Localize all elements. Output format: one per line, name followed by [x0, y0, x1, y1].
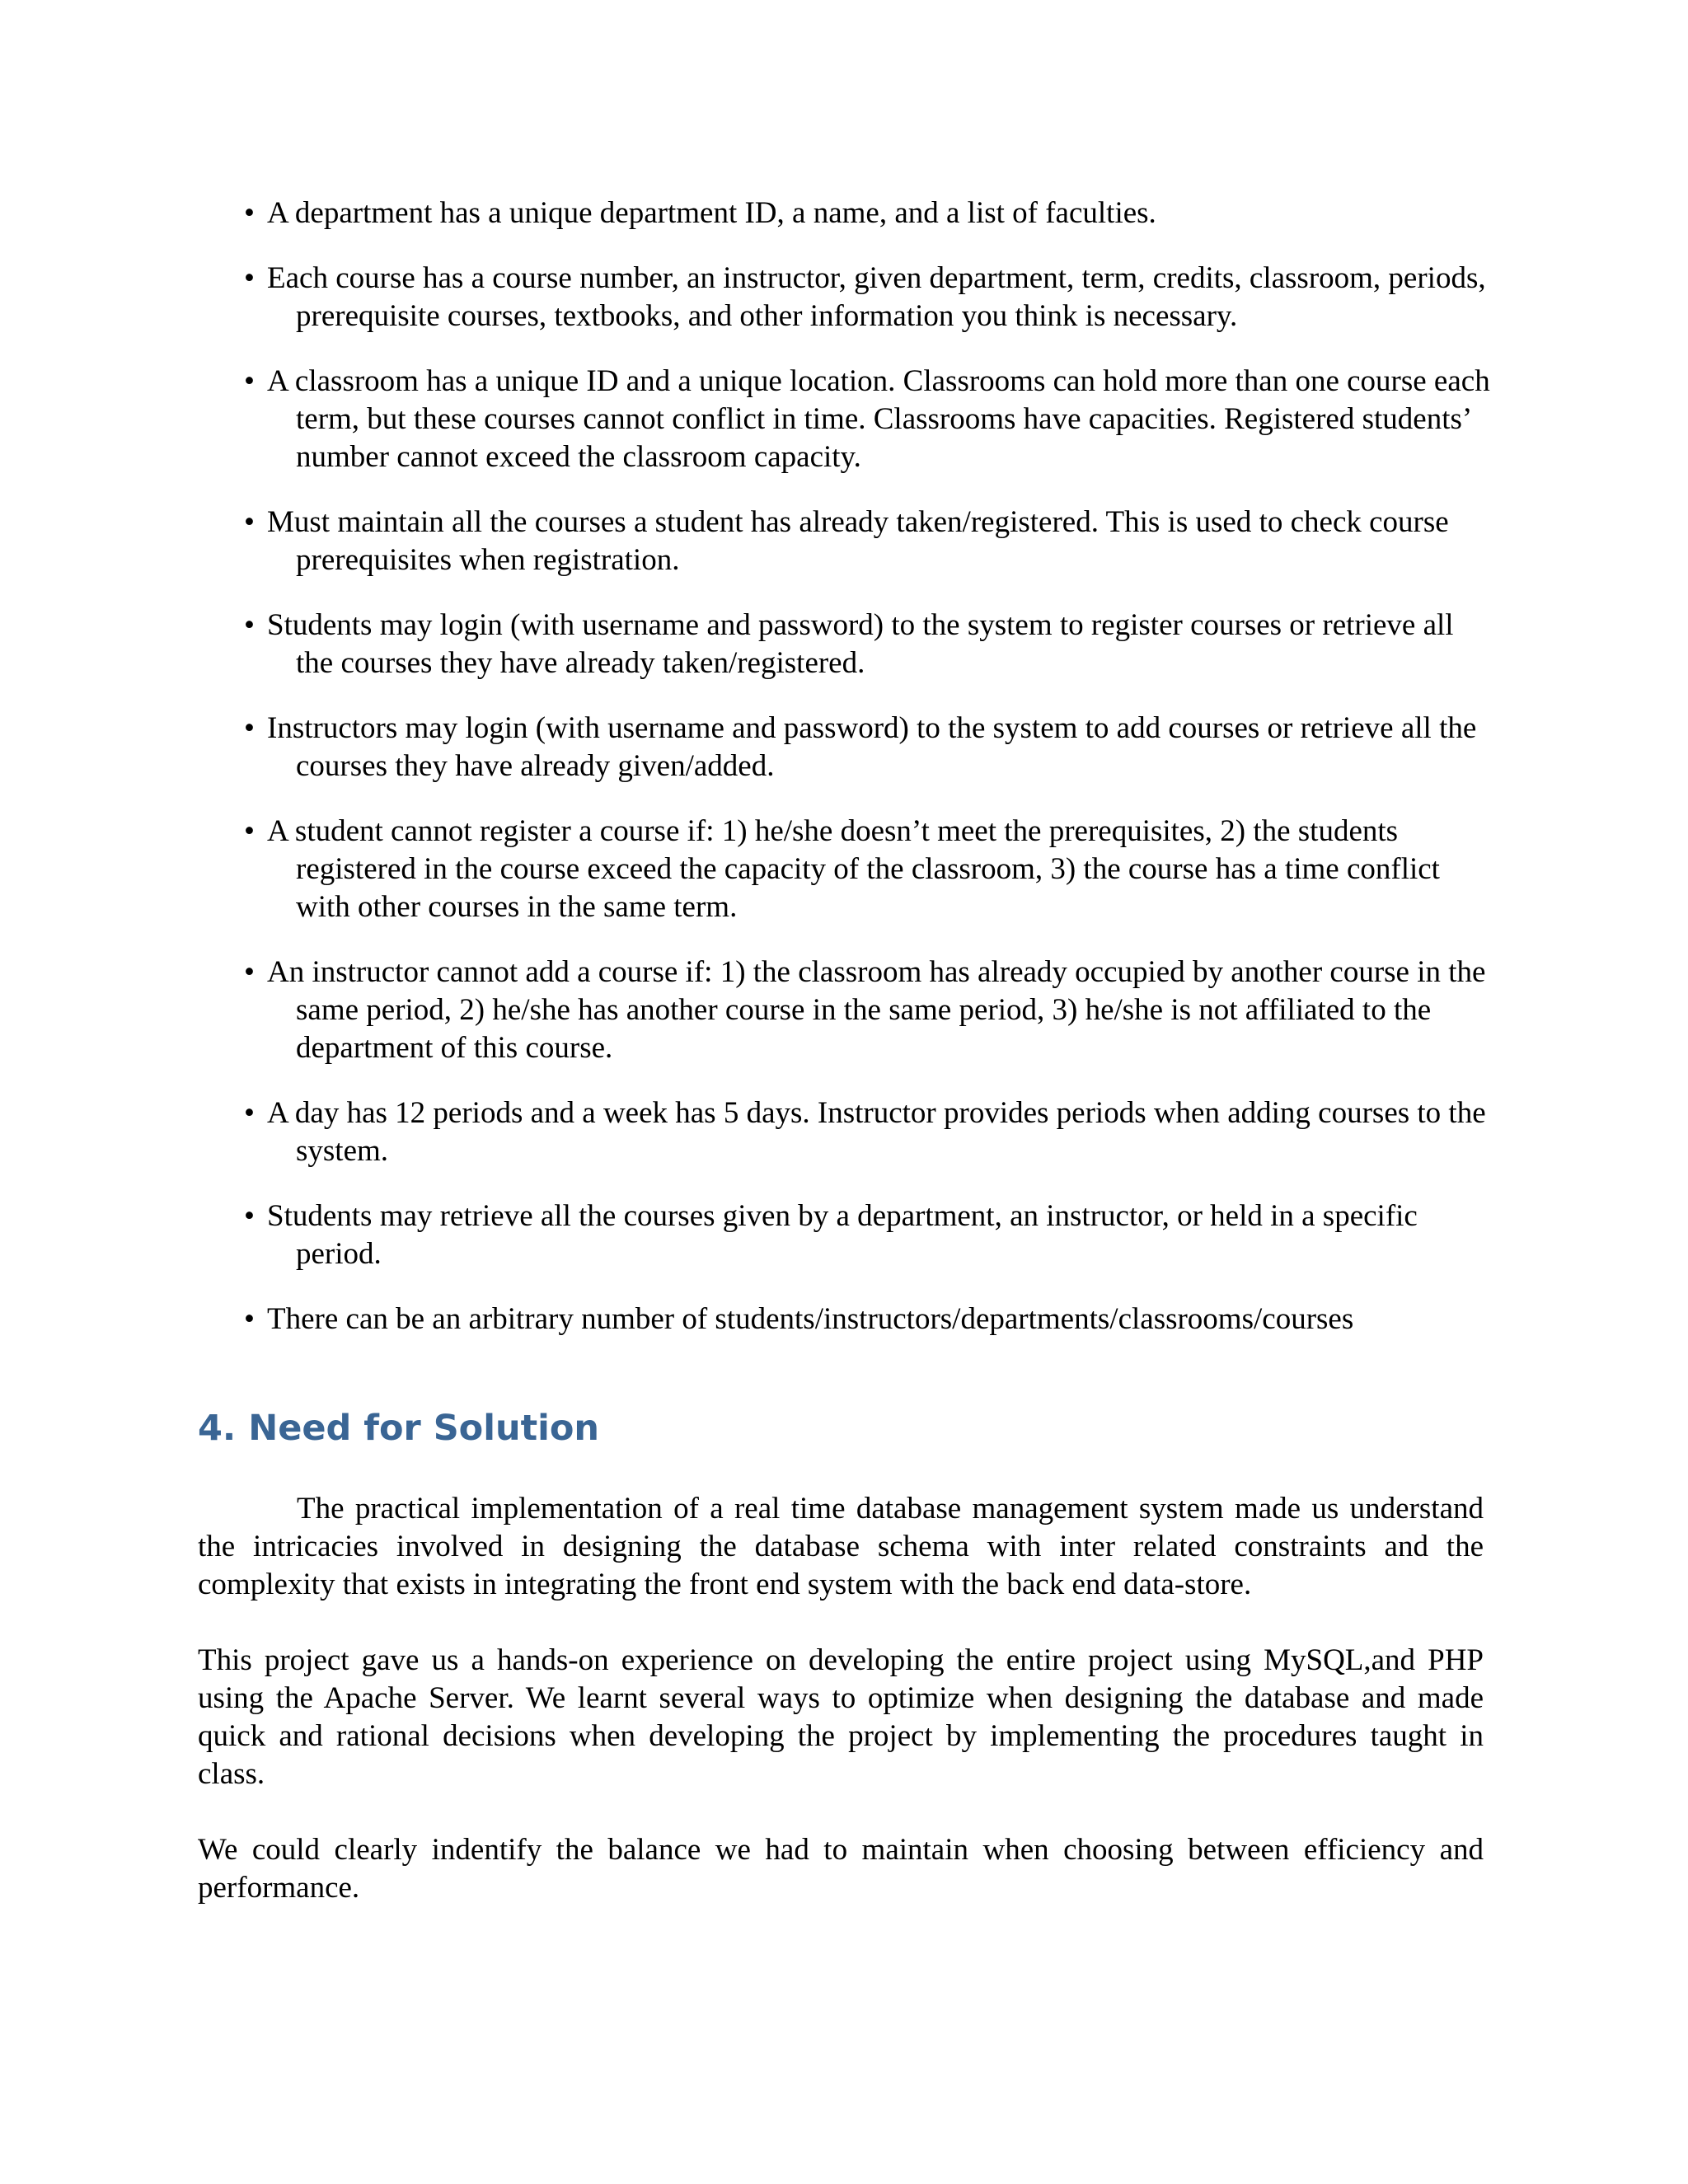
list-item-text: An instructor cannot add a course if: 1) the classroom has already occupied by another course in the same period, 2) he/she has another course in the same period, 3) he/she is not affiliated to the department of this course. [267, 955, 1486, 1065]
bullet-symbol: • [244, 1199, 255, 1233]
list-item [244, 260, 1497, 335]
list-item-text: There can be an arbitrary number of students/instructors/departments/classrooms/courses [267, 1302, 1354, 1336]
bullet-symbol: • [244, 814, 255, 848]
list-item-text: Must maintain all the courses a student has already taken/registered. This is used to check course prerequisites when registration. [267, 505, 1449, 577]
list-item [244, 1301, 1497, 1338]
list-item [244, 194, 1497, 232]
list-item-text: A student cannot register a course if: 1) he/she doesn’t meet the prerequisites, 2) the students registered in the course exceed the capacity of the classroom, 3) the course has a time conflict with other courses in the same term. [267, 814, 1440, 924]
bullet-symbol: • [244, 1302, 255, 1336]
list-item [244, 1197, 1497, 1273]
bullet-symbol: • [244, 1096, 255, 1130]
list-item-text: Each course has a course number, an instructor, given department, term, credits, classroom, periods, prerequisite courses, textbooks, and other information you think is necessary. [267, 261, 1486, 333]
list-item-text: Students may login (with username and password) to the system to register courses or retrieve all the courses they have already taken/registered. [267, 608, 1454, 680]
list-item [244, 710, 1497, 785]
list-item [244, 607, 1497, 682]
bullet-symbol: • [244, 505, 255, 539]
bullet-symbol: • [244, 955, 255, 989]
list-item [244, 813, 1497, 926]
list-item-text: A department has a unique department ID, a name, and a list of faculties. [267, 196, 1156, 230]
list-item [244, 363, 1497, 476]
list-item-text: A classroom has a unique ID and a unique location. Classrooms can hold more than one course each term, but these courses cannot conflict in time. Classrooms have capacities. Registered students’ number cannot exceed the classroom capacity. [267, 364, 1490, 474]
bullet-symbol: • [244, 608, 255, 642]
requirements-list [244, 194, 1497, 1366]
section-body [198, 1490, 1484, 1945]
paragraph: This project gave us a hands-on experience on developing the entire project using MySQL,and PHP using the Apache Server. We learnt several ways to optimize when designing the database and made quick and rational decisions when developing the project by implementing the procedures taught in class. [198, 1643, 1484, 1791]
list-item-text: A day has 12 periods and a week has 5 days. Instructor provides periods when adding courses to the system. [267, 1096, 1486, 1168]
section-heading: 4. Need for Solution [198, 1408, 600, 1449]
list-item [244, 954, 1497, 1067]
bullet-symbol: • [244, 196, 255, 230]
list-item-text: Students may retrieve all the courses given by a department, an instructor, or held in a specific period. [267, 1199, 1418, 1271]
list-item [244, 504, 1497, 579]
bullet-symbol: • [244, 711, 255, 745]
list-item [244, 1094, 1497, 1170]
paragraph: The practical implementation of a real time database management system made us understand the intricacies involved in designing the database schema with inter related constraints and the complexity that exists in integrating the front end system with the back end data-store. [198, 1492, 1484, 1601]
paragraph: We could clearly indentify the balance we had to maintain when choosing between efficiency and performance. [198, 1833, 1484, 1905]
bullet-symbol: • [244, 364, 255, 398]
list-item-text: Instructors may login (with username and password) to the system to add courses or retrieve all the courses they have already given/added. [267, 711, 1477, 783]
bullet-symbol: • [244, 261, 255, 295]
